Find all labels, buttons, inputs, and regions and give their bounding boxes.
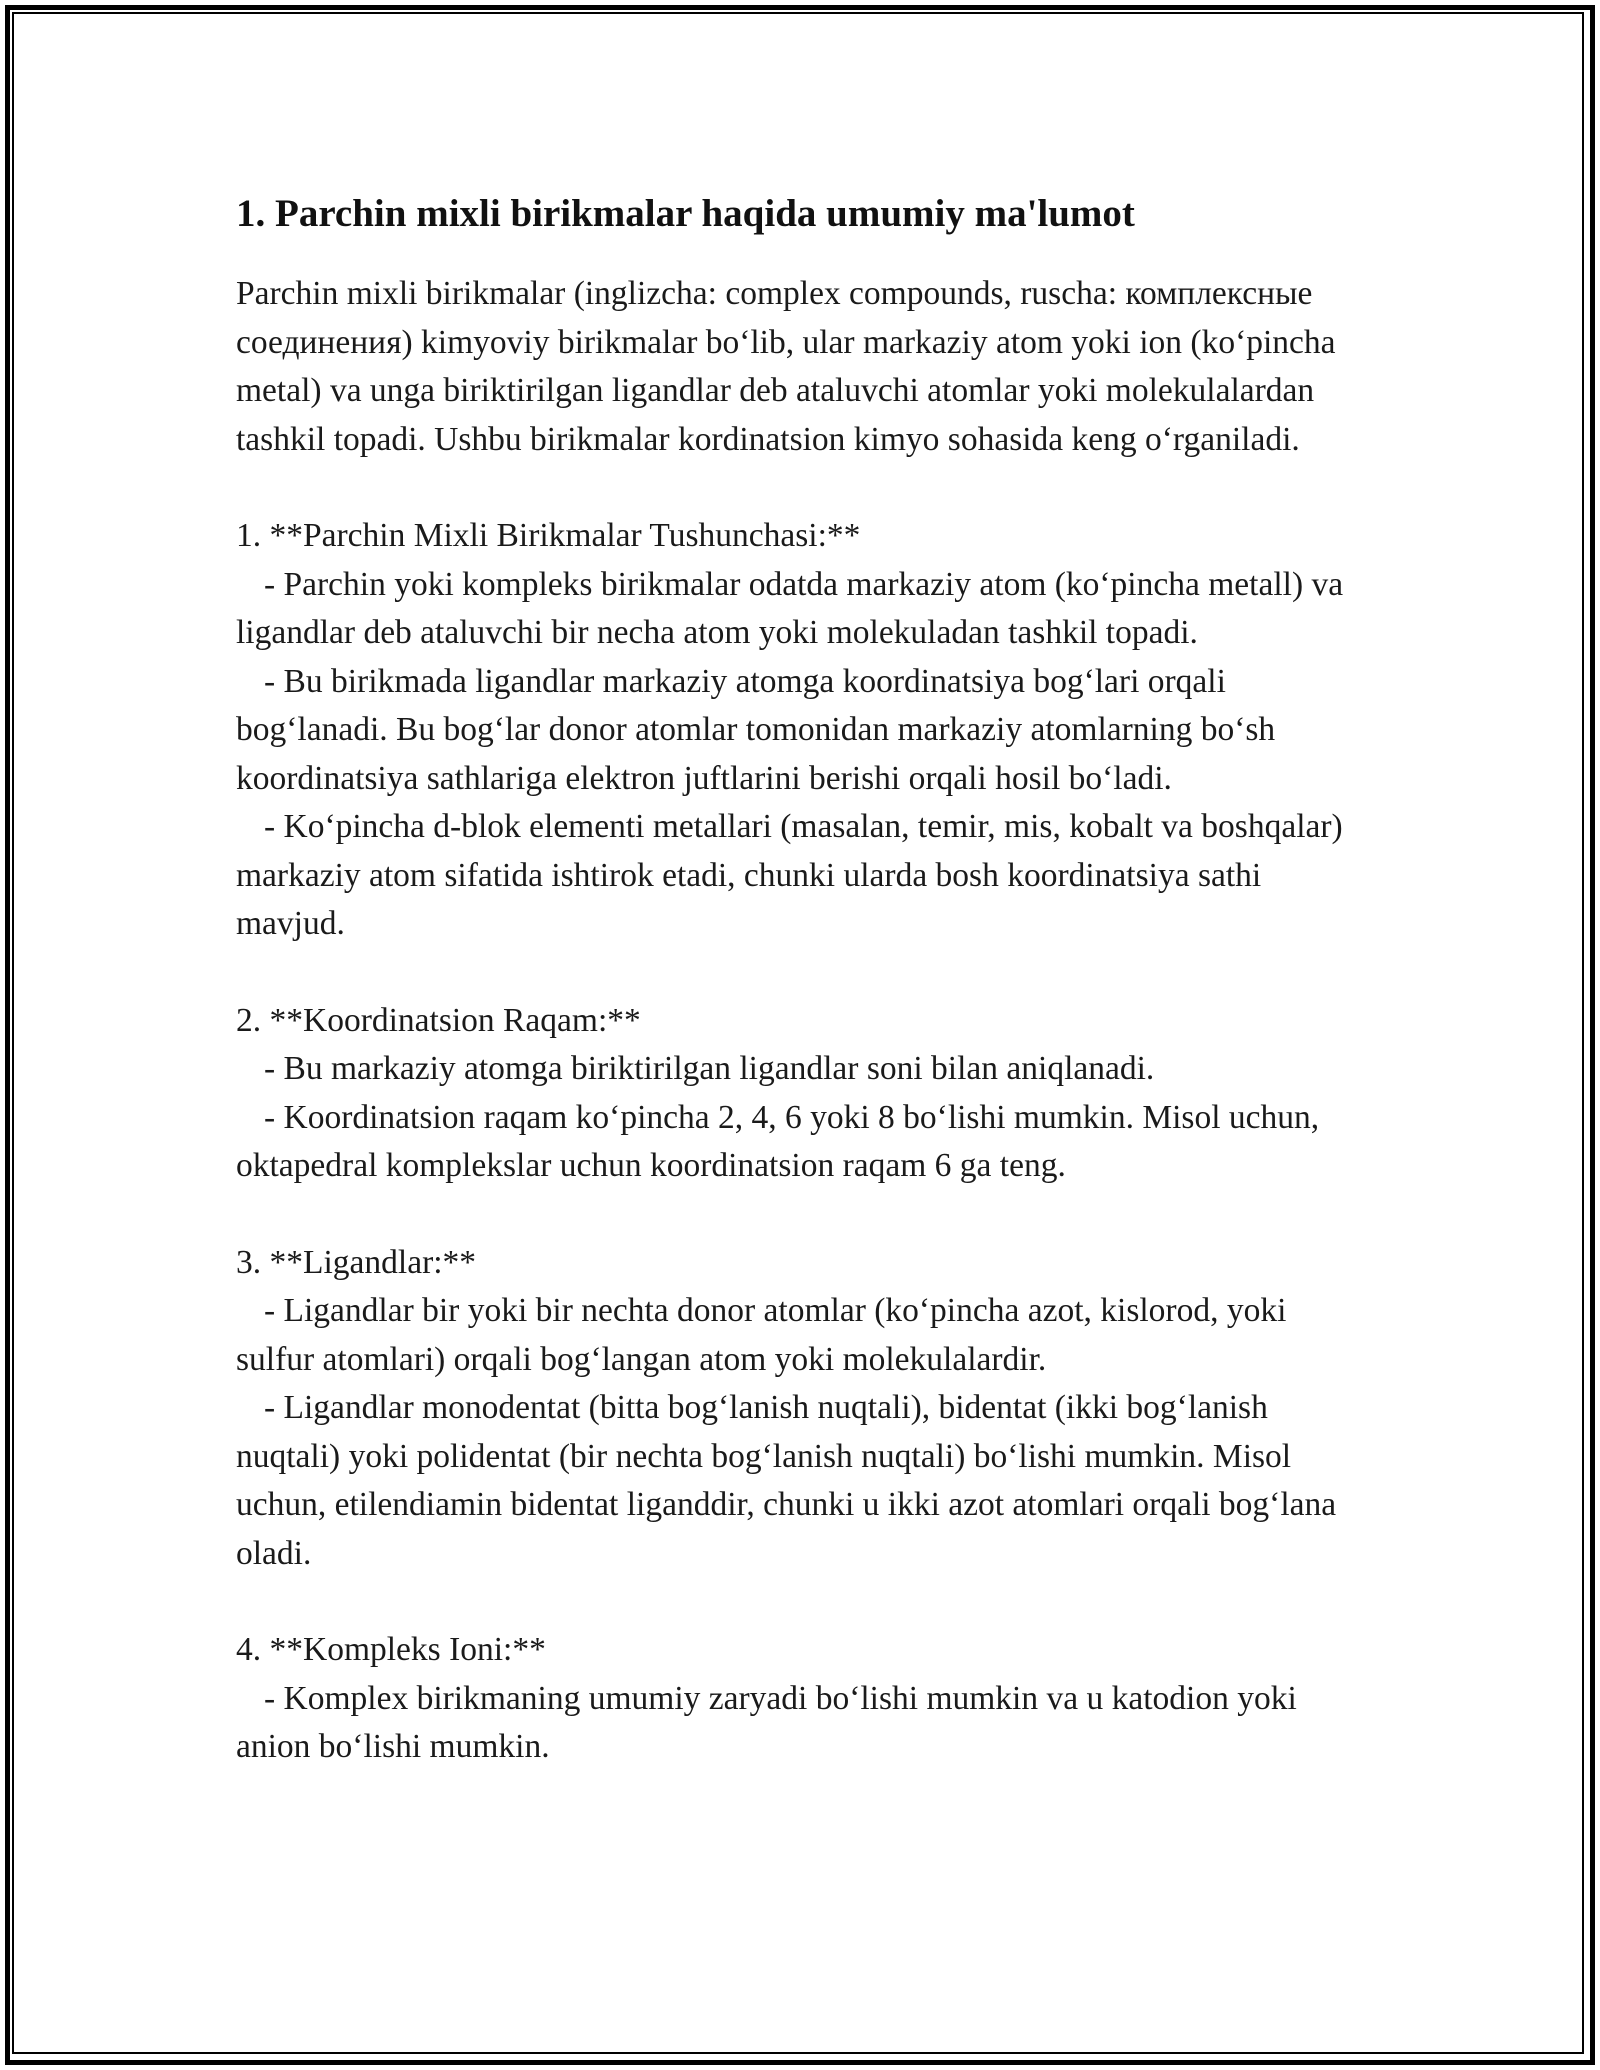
- list-item: - Ligandlar bir yoki bir nechta donor atomlar (ko‘pincha azot, kislorod, yoki sulfur atomlari) orqali bog‘langan atom yoki molekulalardir.: [236, 1292, 1287, 1378]
- intro-paragraph: Parchin mixli birikmalar (inglizcha: complex compounds, ruscha: комплексные соединения) kimyoviy birikmalar bo‘lib, ular markaziy atom yoki ion (ko‘pincha metal) va unga biriktirilgan ligandlar deb ataluvchi atomlar yoki molekulalardan tashkil topadi. Ushbu birikmalar kordinatsion kimyo sohasida keng o‘rganiladi.: [236, 275, 1336, 458]
- list-item: - Parchin yoki kompleks birikmalar odatda markaziy atom (ko‘pincha metall) va ligandlar deb ataluvchi bir necha atom yoki molekuladan tashkil topadi.: [236, 565, 1344, 651]
- section-4: [236, 1626, 1366, 1772]
- list-item: - Ligandlar monodentat (bitta bog‘lanish nuqtali), bidentat (ikki bog‘lanish nuqtali) yoki polidentat (bir nechta bog‘lanish nuqtali) bo‘lishi mumkin. Misol uchun, etilendiamin bidentat liganddir, chunki u ikki azot atomlari orqali bog‘lana oladi.: [236, 1389, 1337, 1572]
- section-2: [236, 997, 1366, 1191]
- section-heading: 4. **Kompleks Ioni:**: [236, 1631, 546, 1668]
- list-item: - Komplex birikmaning umumiy zaryadi bo‘lishi mumkin va u katodion yoki anion bo‘lishi mumkin.: [236, 1679, 1297, 1765]
- document-page: [236, 188, 1366, 1772]
- section-heading: 2. **Koordinatsion Raqam:**: [236, 1001, 641, 1039]
- list-item: - Bu birikmada ligandlar markaziy atomga koordinatsiya bog‘lari orqali bog‘lanadi. Bu bog‘lar donor atomlar tomonidan markaziy atomlarning bo‘sh koordinatsiya sathlariga elektron juftlarini berishi orqali hosil bo‘ladi.: [236, 662, 1276, 797]
- list-item: - Bu markaziy atomga biriktirilgan ligandlar soni bilan aniqlanadi.: [264, 1050, 1155, 1087]
- section-heading: 1. **Parchin Mixli Birikmalar Tushunchasi:**: [236, 517, 861, 554]
- document-title: 1. Parchin mixli birikmalar haqida umumiy ma'lumot: [236, 192, 1135, 235]
- section-heading: 3. **Ligandlar:**: [236, 1243, 477, 1281]
- section-1: [236, 512, 1366, 949]
- list-item: - Ko‘pincha d-blok elementi metallari (masalan, temir, mis, kobalt va boshqalar) markaziy atom sifatida ishtirok etadi, chunki ularda bosh koordinatsiya sathi mavjud.: [236, 808, 1343, 942]
- list-item: - Koordinatsion raqam ko‘pincha 2, 4, 6 yoki 8 bo‘lishi mumkin. Misol uchun, oktapedral komplekslar uchun koordinatsion raqam 6 ga teng.: [236, 1098, 1320, 1184]
- section-3: [236, 1239, 1366, 1579]
